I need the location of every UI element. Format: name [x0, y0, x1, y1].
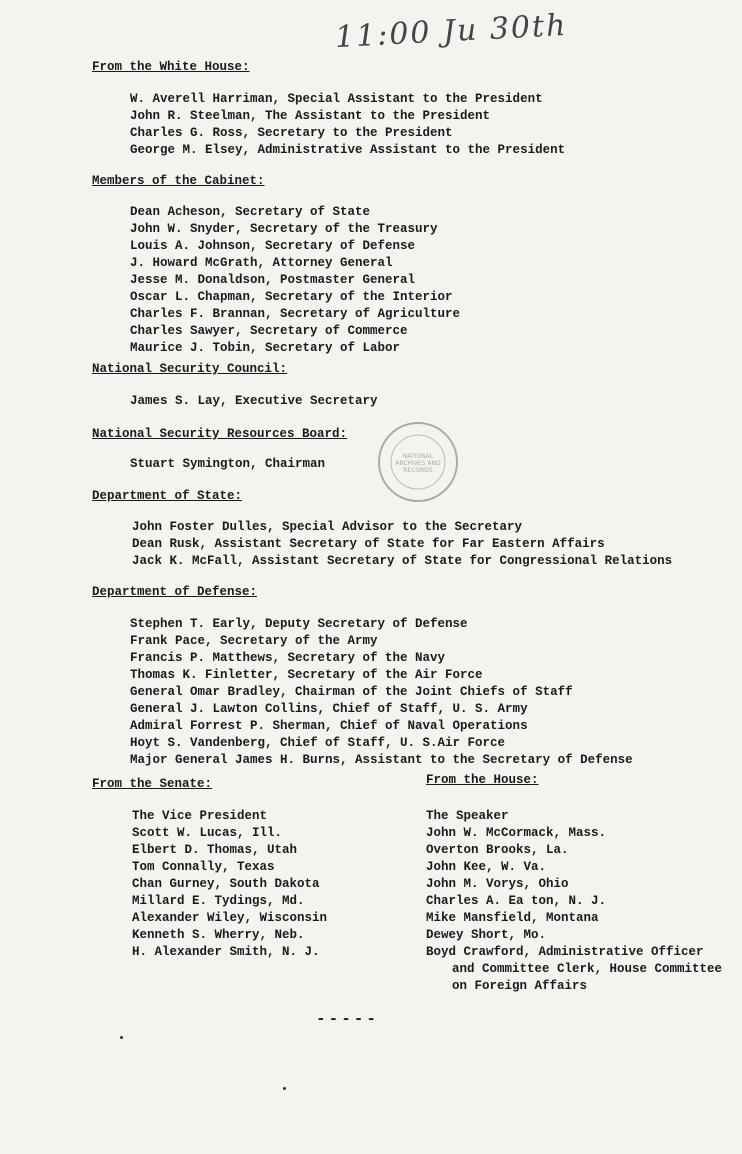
list-item: Charles Sawyer, Secretary of Commerce — [130, 324, 408, 338]
list-item: Jack K. McFall, Assistant Secretary of State for Congressional Relations — [132, 554, 673, 568]
list-nsc — [130, 393, 378, 410]
list-item: Louis A. Johnson, Secretary of Defense — [130, 239, 416, 253]
list-item: Elbert D. Thomas, Utah — [132, 843, 298, 857]
svg-text:ARCHIVES AND: ARCHIVES AND — [395, 460, 441, 467]
list-nsrb — [130, 456, 325, 473]
list-item: James S. Lay, Executive Secretary — [130, 394, 378, 408]
list-item: Charles G. Ross, Secretary to the President — [130, 126, 453, 140]
list-item: George M. Elsey, Administrative Assistant to the President — [130, 143, 566, 157]
list-item: Overton Brooks, La. — [426, 843, 569, 857]
list-item: Mike Mansfield, Montana — [426, 911, 599, 925]
list-item: Admiral Forrest P. Sherman, Chief of Naval Operations — [130, 719, 528, 733]
list-item: Boyd Crawford, Administrative Officer — [426, 945, 704, 959]
list-item: Oscar L. Chapman, Secretary of the Interior — [130, 290, 453, 304]
list-item: Hoyt S. Vandenberg, Chief of Staff, U. S.Air Force — [130, 736, 506, 750]
list-item: Dean Acheson, Secretary of State — [130, 205, 371, 219]
list-house — [426, 808, 722, 995]
list-item: Major General James H. Burns, Assistant to the Secretary of Defense — [130, 753, 633, 767]
list-item: Charles F. Brannan, Secretary of Agriculture — [130, 307, 461, 321]
list-item: The Vice President — [132, 809, 268, 823]
list-item: Francis P. Matthews, Secretary of the Navy — [130, 651, 446, 665]
list-cabinet — [130, 204, 460, 357]
list-item: Maurice J. Tobin, Secretary of Labor — [130, 341, 401, 355]
section-header-nsrb: National Security Resources Board: — [92, 427, 348, 441]
list-item: Scott W. Lucas, Ill. — [132, 826, 283, 840]
svg-text:RECORDS: RECORDS — [403, 467, 433, 474]
list-item: General Omar Bradley, Chairman of the Joint Chiefs of Staff — [130, 685, 573, 699]
list-item: J. Howard McGrath, Attorney General — [130, 256, 393, 270]
list-item: Frank Pace, Secretary of the Army — [130, 634, 378, 648]
section-header-cabinet: Members of the Cabinet: — [92, 174, 265, 188]
paper-speck — [283, 1087, 286, 1090]
handwritten-note: 11:00 Ju 30th — [334, 7, 569, 56]
list-item: on Foreign Affairs — [452, 979, 588, 993]
list-item: Chan Gurney, South Dakota — [132, 877, 320, 891]
archive-stamp — [377, 421, 459, 503]
list-item: General J. Lawton Collins, Chief of Staff, U. S. Army — [130, 702, 528, 716]
list-state — [132, 519, 672, 570]
section-header-senate: From the Senate: — [92, 777, 213, 791]
list-item: Dean Rusk, Assistant Secretary of State for Far Eastern Affairs — [132, 537, 605, 551]
list-item: John R. Steelman, The Assistant to the President — [130, 109, 491, 123]
list-item: Stephen T. Early, Deputy Secretary of Defense — [130, 617, 468, 631]
section-header-house: From the House: — [426, 773, 539, 787]
paper-speck — [120, 1036, 123, 1039]
list-item: John W. McCormack, Mass. — [426, 826, 607, 840]
list-white-house — [130, 91, 565, 159]
list-item: and Committee Clerk, House Committee — [452, 962, 723, 976]
list-item: Jesse M. Donaldson, Postmaster General — [130, 273, 416, 287]
list-item: H. Alexander Smith, N. J. — [132, 945, 320, 959]
list-item: Stuart Symington, Chairman — [130, 457, 326, 471]
list-item: W. Averell Harriman, Special Assistant to the President — [130, 92, 543, 106]
list-defense — [130, 616, 633, 769]
list-item: Alexander Wiley, Wisconsin — [132, 911, 328, 925]
list-item: John M. Vorys, Ohio — [426, 877, 569, 891]
end-mark: ----- — [316, 1010, 380, 1028]
section-header-white-house: From the White House: — [92, 60, 250, 74]
list-item: Thomas K. Finletter, Secretary of the Air Force — [130, 668, 483, 682]
list-item: Kenneth S. Wherry, Neb. — [132, 928, 305, 942]
list-item: Tom Connally, Texas — [132, 860, 275, 874]
list-item: Charles A. Ea ton, N. J. — [426, 894, 607, 908]
list-item: John W. Snyder, Secretary of the Treasury — [130, 222, 438, 236]
section-header-defense: Department of Defense: — [92, 585, 258, 599]
section-header-nsc: National Security Council: — [92, 362, 288, 376]
list-item: John Kee, W. Va. — [426, 860, 547, 874]
list-item: The Speaker — [426, 809, 509, 823]
list-item: Millard E. Tydings, Md. — [132, 894, 305, 908]
list-item: John Foster Dulles, Special Advisor to the Secretary — [132, 520, 523, 534]
svg-text:NATIONAL: NATIONAL — [402, 453, 434, 460]
list-senate — [132, 808, 327, 961]
list-item: Dewey Short, Mo. — [426, 928, 547, 942]
section-header-state: Department of State: — [92, 489, 243, 503]
